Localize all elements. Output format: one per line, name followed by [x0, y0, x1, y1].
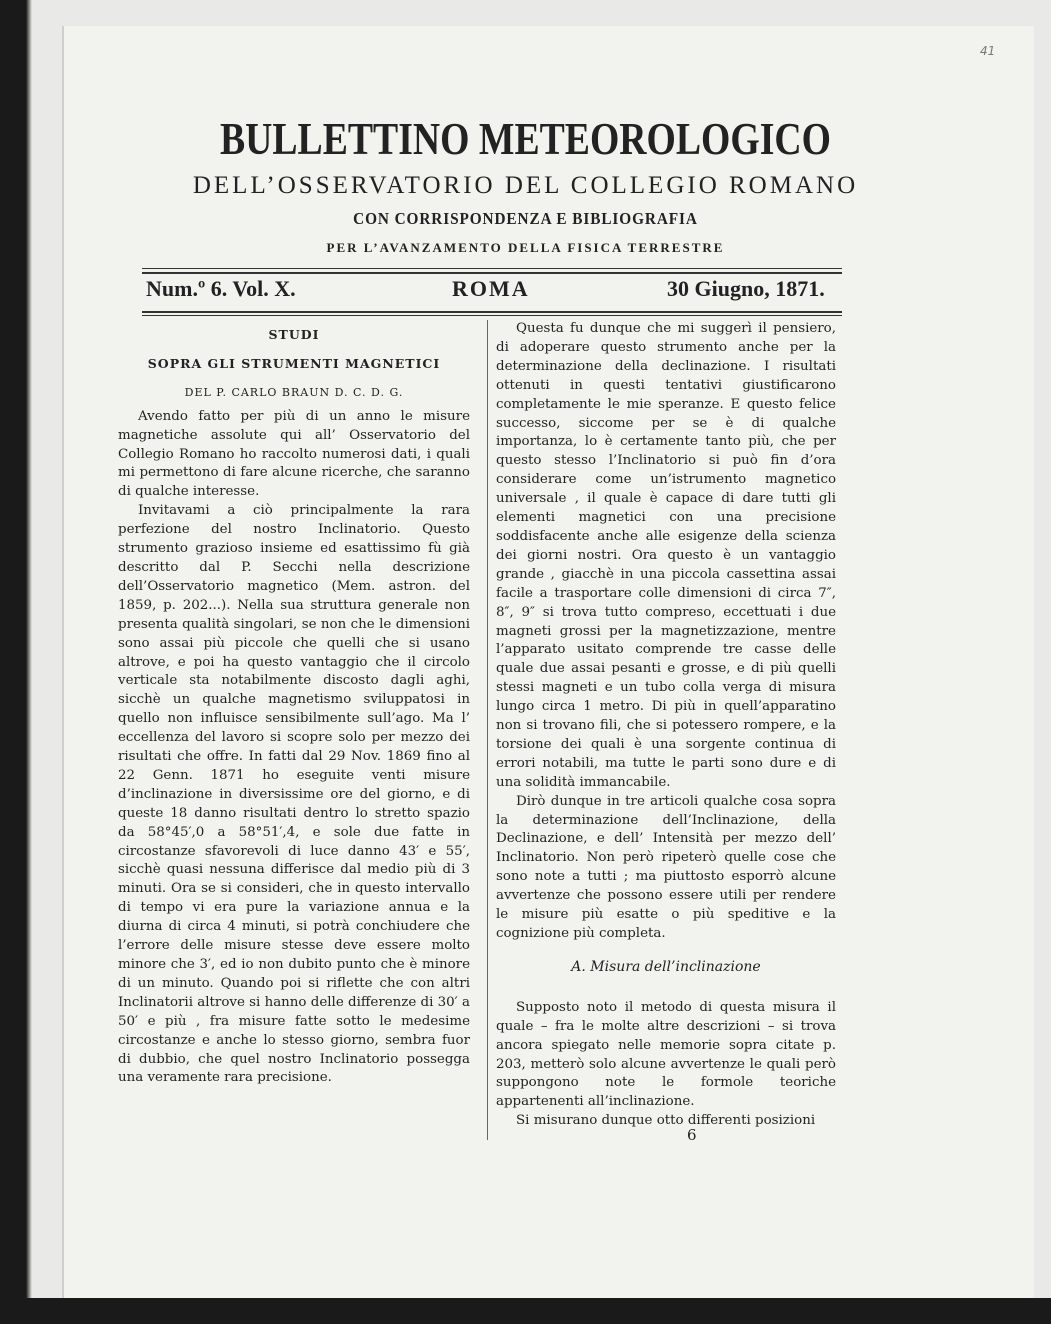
issue-date: 30 Giugno, 1871. — [667, 276, 825, 301]
paragraph: Questa fu dunque che mi suggerì il pensiero, di adoperare questo strumento anche per la determinazione della declinazione. I risultati ottenuti in questi tentativi giustificarono completamente le mie speranze. E questo felice successo, siccome per se è di qualche importanza, lo è certamente tanto più, che per questo stesso l’Inclinatorio si può fin d’ora considerare come un’istrumento magnetico universale , il quale è capace di dare tutti gli elementi magnetici con una precisione soddisfacente anche alle esigenze della scienza dei giorni nostri. Ora questo è un vantaggio grande , giacchè in una piccola cassettina assai facile a trasportare colle dimensioni di circa 7″, 8″, 9″ si trova tutto compreso, eccettuati i due magneti grossi per la magnetizzazione, mentre l’apparato usitato comprende tre casse delle quale due assai pesanti e grosse, e di più quelli stessi magneti e un tubo colla verga di misura lungo circa 1 metro. Di più in quell’apparatino non si trovano fili, che si potessero rompere, e la torsione dei quali è una sorgente continua di errori notabili, ma tutte le parti sono dure e di una solidità immancabile. — [496, 321, 836, 790]
article-subheading: SOPRA GLI STRUMENTI MAGNETICI — [147, 355, 441, 371]
section-heading: A. Misura dell’inclinazione — [571, 958, 761, 975]
scan-margin-bottom — [0, 1298, 1051, 1324]
paragraph: Invitavami a ciò principalmente la rara perfezione del nostro Inclinatorio. Questo strumento grazioso insieme ed esattissimo fù già descritto dal P. Secchi nella descrizione dell’Osservatorio magnetico (Mem. astron. del 1859, p. 202...). Nella sua struttura generale non presenta qualità singolari, se non che le dimensioni sono assai più piccole che quelli che si usano altrove, e poi ha questo vantaggio che il circolo verticale sta notabilmente discosto dagli aghi, sicchè un qualche magnetismo sviluppatosi in quello non influisce sensibilmente sull’ago. Ma l’ eccellenza del lavoro si scopre solo per mezzo dei risultati che offre. In fatti dal 29 Nov. 1869 fino al 22 Genn. 1871 ho eseguite venti misure d’inclinazione in diversissime ore del giorno, e di queste 18 danno risultati dentro lo stretto spazio da 58°45′,0 a 58°51′,4, e sole due fatte in circostanze sfavorevoli di luce danno 43′ e 55′, sicchè quasi nessuna differisce dal medio più di 3 minuti. Ora se si consideri, che in questo intervallo di tempo vi era pure la variazione annua e la diurna di circa 4 minuti, si potrà conchiudere che l’errore delle misure stesse deve essere molto minore che 3′, ed io non dubito punto che è minore di un minuto. Quando poi si riflette che con altri Inclinatorii altrove si hanno delle differenze di 30′ a 50′ e più , fra misure fatte sotto le medesime circostanze e anche lo stesso giorno, sembra fuor di dubbio, che quel nostro Inclinatorio possegga una veramente rara precisione. — [118, 503, 470, 1086]
column-divider — [487, 320, 488, 1140]
right-column — [496, 320, 836, 1131]
page-mark: 41 — [980, 44, 996, 58]
paragraph: Avendo fatto per più di un anno le misure magnetiche assolute qui all’ Osservatorio del Collegio Romano ho raccolto numerosi dati, i quali mi permettono di fare alcune ricerche, che saranno di qualche interesse. — [118, 408, 470, 500]
masthead-line3: CON CORRISPONDENZA E BIBLIOGRAFIA — [353, 209, 698, 228]
masthead-line4: PER L’AVANZAMENTO DELLA FISICA TERRESTRE — [326, 240, 725, 255]
masthead-rule-thin — [142, 268, 842, 269]
page-number: 6 — [687, 1126, 697, 1144]
issue-rule-thin — [142, 315, 842, 316]
scan-margin-top — [0, 0, 1051, 26]
masthead-subtitle: DELL’OSSERVATORIO DEL COLLEGIO ROMANO — [192, 172, 859, 199]
issue-number: Num.º 6. Vol. X. — [146, 276, 296, 301]
issue-city: ROMA — [452, 276, 530, 301]
paragraph: Dirò dunque in tre articoli qualche cosa sopra la determinazione dell’Inclinazione, della Declinazione, e dell’ Intensità per mezzo dell’ Inclinatorio. Non però ripeterò quelle cose che sono note a tutti ; ma piuttosto esporrò alcune avvertenze che possono essere utili per rendere le misure più esatte o più speditive e la cognizione più completa. — [496, 793, 836, 941]
paragraph: Si misurano dunque otto differenti posizioni — [516, 1113, 816, 1129]
article-author: DEL P. CARLO BRAUN D. C. D. G. — [184, 385, 404, 399]
issue-rule-thick — [142, 311, 842, 313]
article-heading: STUDI — [268, 327, 320, 342]
paragraph: Supposto noto il metodo di questa misura il quale – fra le molte altre descrizioni – si trova ancora spiegato nelle memorie sopra citate p. 203, metterò solo alcune avvertenze le quali però suppongono note le formole teoriche appartenenti all’inclinazione. — [496, 999, 836, 1110]
left-column — [118, 326, 470, 1088]
masthead-rule-thick — [142, 272, 842, 274]
masthead-title: BULLETTINO METEOROLOGICO — [219, 113, 831, 164]
